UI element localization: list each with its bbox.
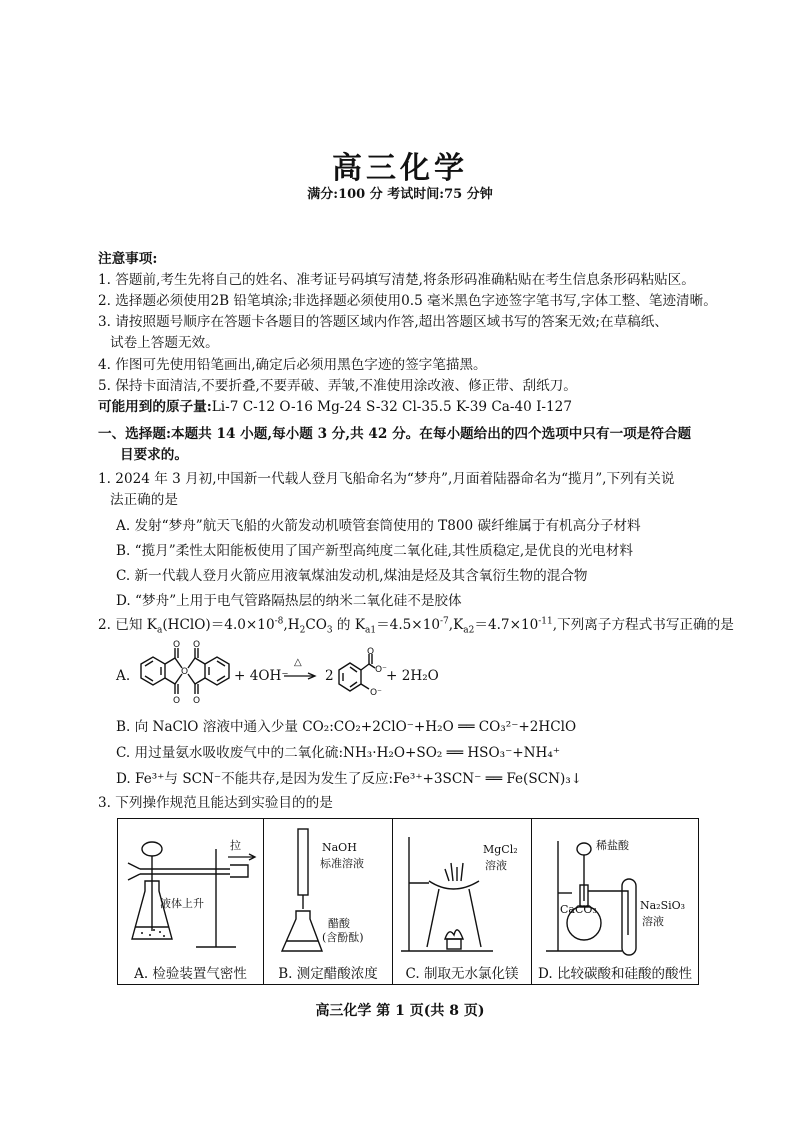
section-heading-cont: 目要求的。: [120, 447, 188, 463]
phthalate-structure: [335, 648, 385, 704]
q2-sub: a: [156, 625, 163, 636]
q3-stem: 3. 下列操作规范且能达到实验目的的是: [98, 795, 333, 811]
anhydride-structure: [135, 640, 230, 710]
notice-item-3: 3. 请按照题号顺序在答题卡各题目的答题区域内作答,超出答题区域书写的答案无效;在草稿纸、: [98, 314, 668, 330]
q2-sup: -7: [440, 616, 449, 627]
caption-b: B. 测定醋酸浓度: [278, 966, 378, 982]
figure-a-cell: [118, 819, 264, 985]
exam-subtitle: 满分:100 分 考试时间:75 分钟: [307, 187, 493, 202]
label-caco3: CaCO₃: [560, 903, 597, 916]
label-standard-solution: 标准溶液: [320, 857, 364, 870]
q2-a-product: + 2H₂O: [386, 668, 439, 684]
figure-a: [118, 819, 263, 964]
label-solution-c: 溶液: [485, 859, 507, 872]
q2-sub: 3: [326, 625, 333, 636]
svg-text:O⁻: O⁻: [370, 688, 382, 698]
notice-item-3-cont: 试卷上答题无效。: [110, 335, 219, 351]
q2-a-reagent: + 4OH⁻: [234, 668, 289, 684]
label-na2sio3: Na₂SiO₃: [640, 899, 686, 912]
label-solution-d: 溶液: [642, 915, 664, 928]
q2-stem-part: 的 K: [332, 617, 365, 633]
figure-c-cell: [393, 819, 532, 985]
q2-sup: -11: [538, 616, 553, 627]
q2-stem-part: ,下列离子方程式书写正确的是: [552, 617, 734, 633]
label-acetic-acid: 醋酸: [328, 917, 350, 930]
q1-option-a: A. 发射“梦舟”航天飞船的火箭发动机喷管套筒使用的 T800 碳纤维属于有机高分子材料: [116, 518, 641, 534]
q2-option-b: B. 向 NaClO 溶液中通入少量 CO₂:CO₂+2ClO⁻+H₂O ══ CO₃²⁻+2HClO: [116, 719, 577, 735]
q2-option-d: D. Fe³⁺与 SCN⁻不能共存,是因为发生了反应:Fe³⁺+3SCN⁻ ══ Fe(SCN)₃↓: [116, 771, 583, 787]
q2-option-a-label: A.: [116, 668, 131, 684]
svg-text:O⁻: O⁻: [375, 665, 387, 675]
q2-stem-part: CO: [305, 617, 327, 633]
q2-stem-part: ,H: [283, 617, 300, 633]
q2-sub: 2: [299, 625, 306, 636]
svg-text:O: O: [193, 640, 201, 650]
q2-sub: a1: [365, 625, 377, 636]
figure-b-cell: [264, 819, 393, 985]
q2-stem-part: 2. 已知 K: [98, 617, 157, 633]
q1-stem: 1. 2024 年 3 月初,中国新一代载人登月飞船命名为“梦舟”,月面着陆器命名为“揽月”,下列有关说: [98, 471, 675, 487]
section-heading: 一、选择题:本题共 14 小题,每小题 3 分,共 42 分。在每小题给出的四个选项中只有一项是符合题: [98, 426, 692, 442]
caption-a: A. 检验装置气密性: [134, 966, 247, 982]
q2-stem-part: ,K: [448, 617, 464, 633]
label-phenolphthalein: (含酚酞): [322, 931, 364, 944]
label-dilute-hcl: 稀盐酸: [596, 839, 629, 852]
svg-text:O: O: [173, 640, 181, 650]
q3-figure-table: [117, 818, 699, 985]
figure-d: [532, 819, 698, 964]
caption-d: D. 比较碳酸和硅酸的酸性: [538, 966, 692, 982]
q1-option-b: B. “揽月”柔性太阳能板使用了国产新型高纯度二氧化硅,其性质稳定,是优良的光电材料: [116, 543, 633, 559]
q1-stem-cont: 法正确的是: [110, 492, 178, 508]
q2-stem-part: ＝4.7×10: [474, 617, 539, 633]
figure-c: [393, 819, 531, 964]
notice-heading: 注意事项:: [98, 251, 158, 267]
svg-text:O: O: [173, 696, 181, 706]
atomic-values: Li-7 C-12 O-16 Mg-24 S-32 Cl-35.5 K-39 Ca-40 I-127: [211, 399, 572, 415]
label-pull: 拉: [230, 839, 241, 852]
q2-stem-part: (HClO)＝4.0×10: [162, 617, 275, 633]
svg-text:O: O: [193, 696, 201, 706]
q2-stem-part: ＝4.5×10: [376, 617, 440, 633]
notice-item-2: 2. 选择题必须使用2B 铅笔填涂;非选择题必须使用0.5 毫米黑色字迹签字笔书写,字体工整、笔迹清晰。: [98, 293, 717, 309]
reaction-arrow: [284, 672, 318, 680]
heat-condition: △: [294, 657, 302, 668]
q2-sup: -8: [274, 616, 284, 627]
q2-stem: [98, 616, 734, 634]
label-naoh: NaOH: [322, 841, 357, 854]
q2-a-coefficient: 2: [325, 668, 334, 684]
notice-item-5: 5. 保持卡面清洁,不要折叠,不要弄破、弄皱,不准使用涂改液、修正带、刮纸刀。: [98, 378, 577, 394]
q1-option-c: C. 新一代载人登月火箭应用液氧煤油发动机,煤油是烃及其含氧衍生物的混合物: [116, 568, 588, 584]
figure-b: [264, 819, 392, 964]
caption-c: C. 制取无水氯化镁: [405, 966, 519, 982]
page-footer: 高三化学 第 1 页(共 8 页): [315, 1003, 485, 1019]
atomic-label: 可能用到的原子量:: [98, 399, 212, 415]
label-liquid-rise: 液体上升: [160, 897, 204, 910]
svg-text:O: O: [181, 667, 189, 677]
q2-option-c: C. 用过量氨水吸收废气中的二氧化硫:NH₃·H₂O+SO₂ ══ HSO₃⁻+NH₄⁺: [116, 745, 561, 761]
page-title: 高三化学: [332, 151, 468, 186]
notice-item-1: 1. 答题前,考生先将自己的姓名、准考证号码填写清楚,将条形码准确粘贴在考生信息条形码粘贴区。: [98, 272, 695, 288]
q1-option-d: D. “梦舟”上用于电气管路隔热层的纳米二氧化硅不是胶体: [116, 593, 462, 609]
notice-item-4: 4. 作图可先使用铅笔画出,确定后必须用黑色字迹的签字笔描黑。: [98, 357, 487, 373]
apparatus-c-drawing: [393, 819, 529, 964]
svg-text:O: O: [367, 647, 375, 657]
atomic-masses-line: [98, 398, 572, 416]
label-mgcl2: MgCl₂: [483, 843, 518, 856]
q2-sub: a2: [463, 625, 475, 636]
figure-d-cell: [532, 819, 699, 985]
